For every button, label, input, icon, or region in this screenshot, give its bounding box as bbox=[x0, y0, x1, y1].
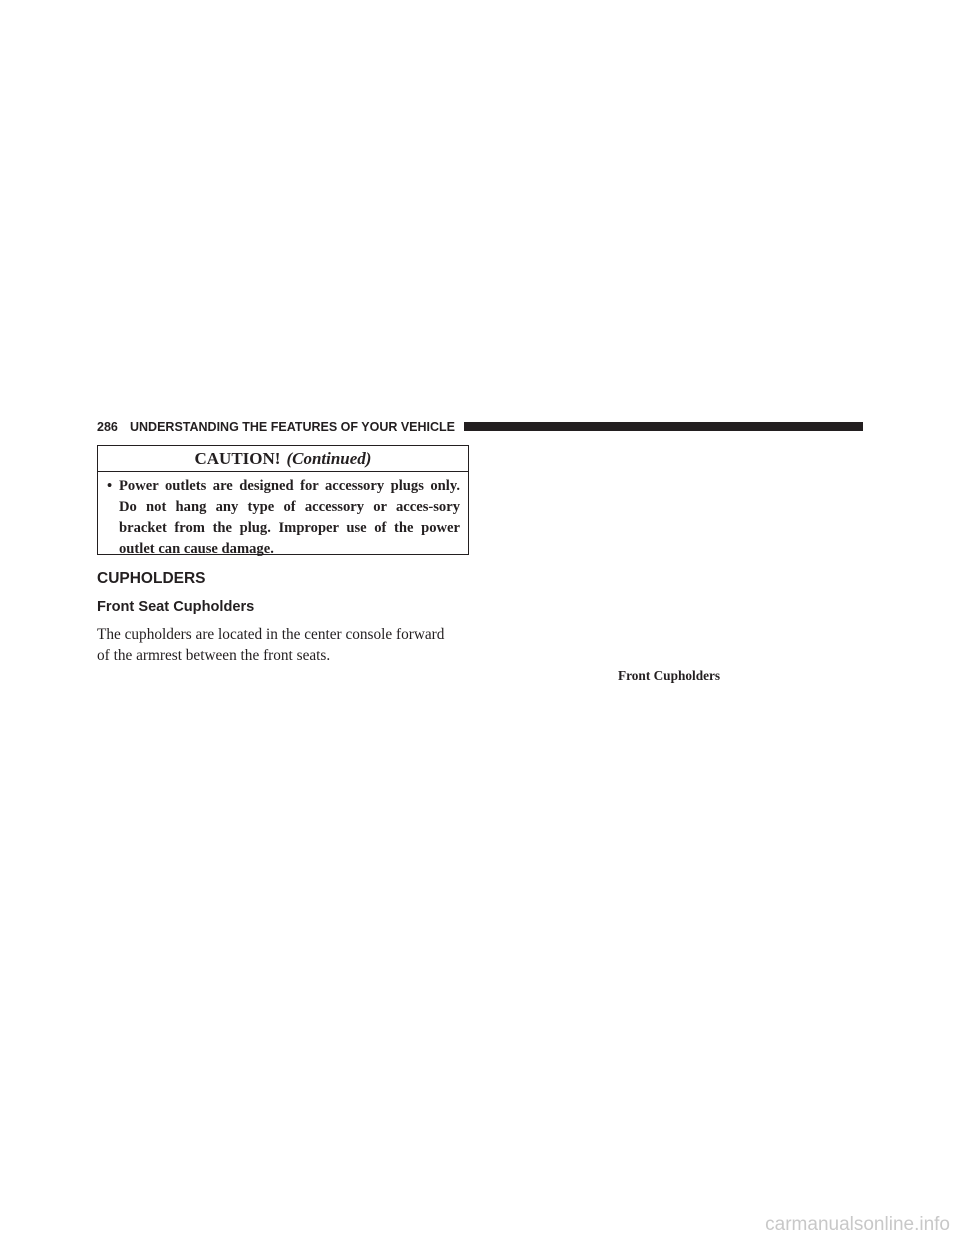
page-number: 286 bbox=[97, 420, 118, 434]
watermark-text: carmanualsonline.info bbox=[765, 1214, 950, 1235]
subsection-heading: Front Seat Cupholders bbox=[97, 599, 255, 615]
caution-title: CAUTION! bbox=[194, 449, 281, 468]
caution-continued-label: (Continued) bbox=[286, 449, 372, 468]
caution-bullet-item bbox=[98, 472, 468, 560]
header-rule bbox=[464, 422, 863, 431]
bullet-icon: • bbox=[107, 478, 113, 494]
page-header bbox=[97, 419, 863, 435]
caution-text: Power outlets are designed for accessory plugs only. Do not hang any type of accessory or acces-sory bracket from the plug. Improper use of the power outlet can cause damage. bbox=[119, 478, 460, 557]
section-heading: CUPHOLDERS bbox=[97, 570, 206, 587]
body-line: of the armrest between the front seats. bbox=[97, 647, 331, 664]
running-section-title: UNDERSTANDING THE FEATURES OF YOUR VEHICLE bbox=[130, 420, 456, 434]
caution-box bbox=[97, 445, 469, 555]
figure-caption: Front Cupholders bbox=[618, 668, 721, 683]
body-paragraph bbox=[97, 624, 469, 666]
body-line: The cupholders are located in the center console forward bbox=[97, 626, 445, 643]
caution-title-bar bbox=[98, 446, 468, 472]
